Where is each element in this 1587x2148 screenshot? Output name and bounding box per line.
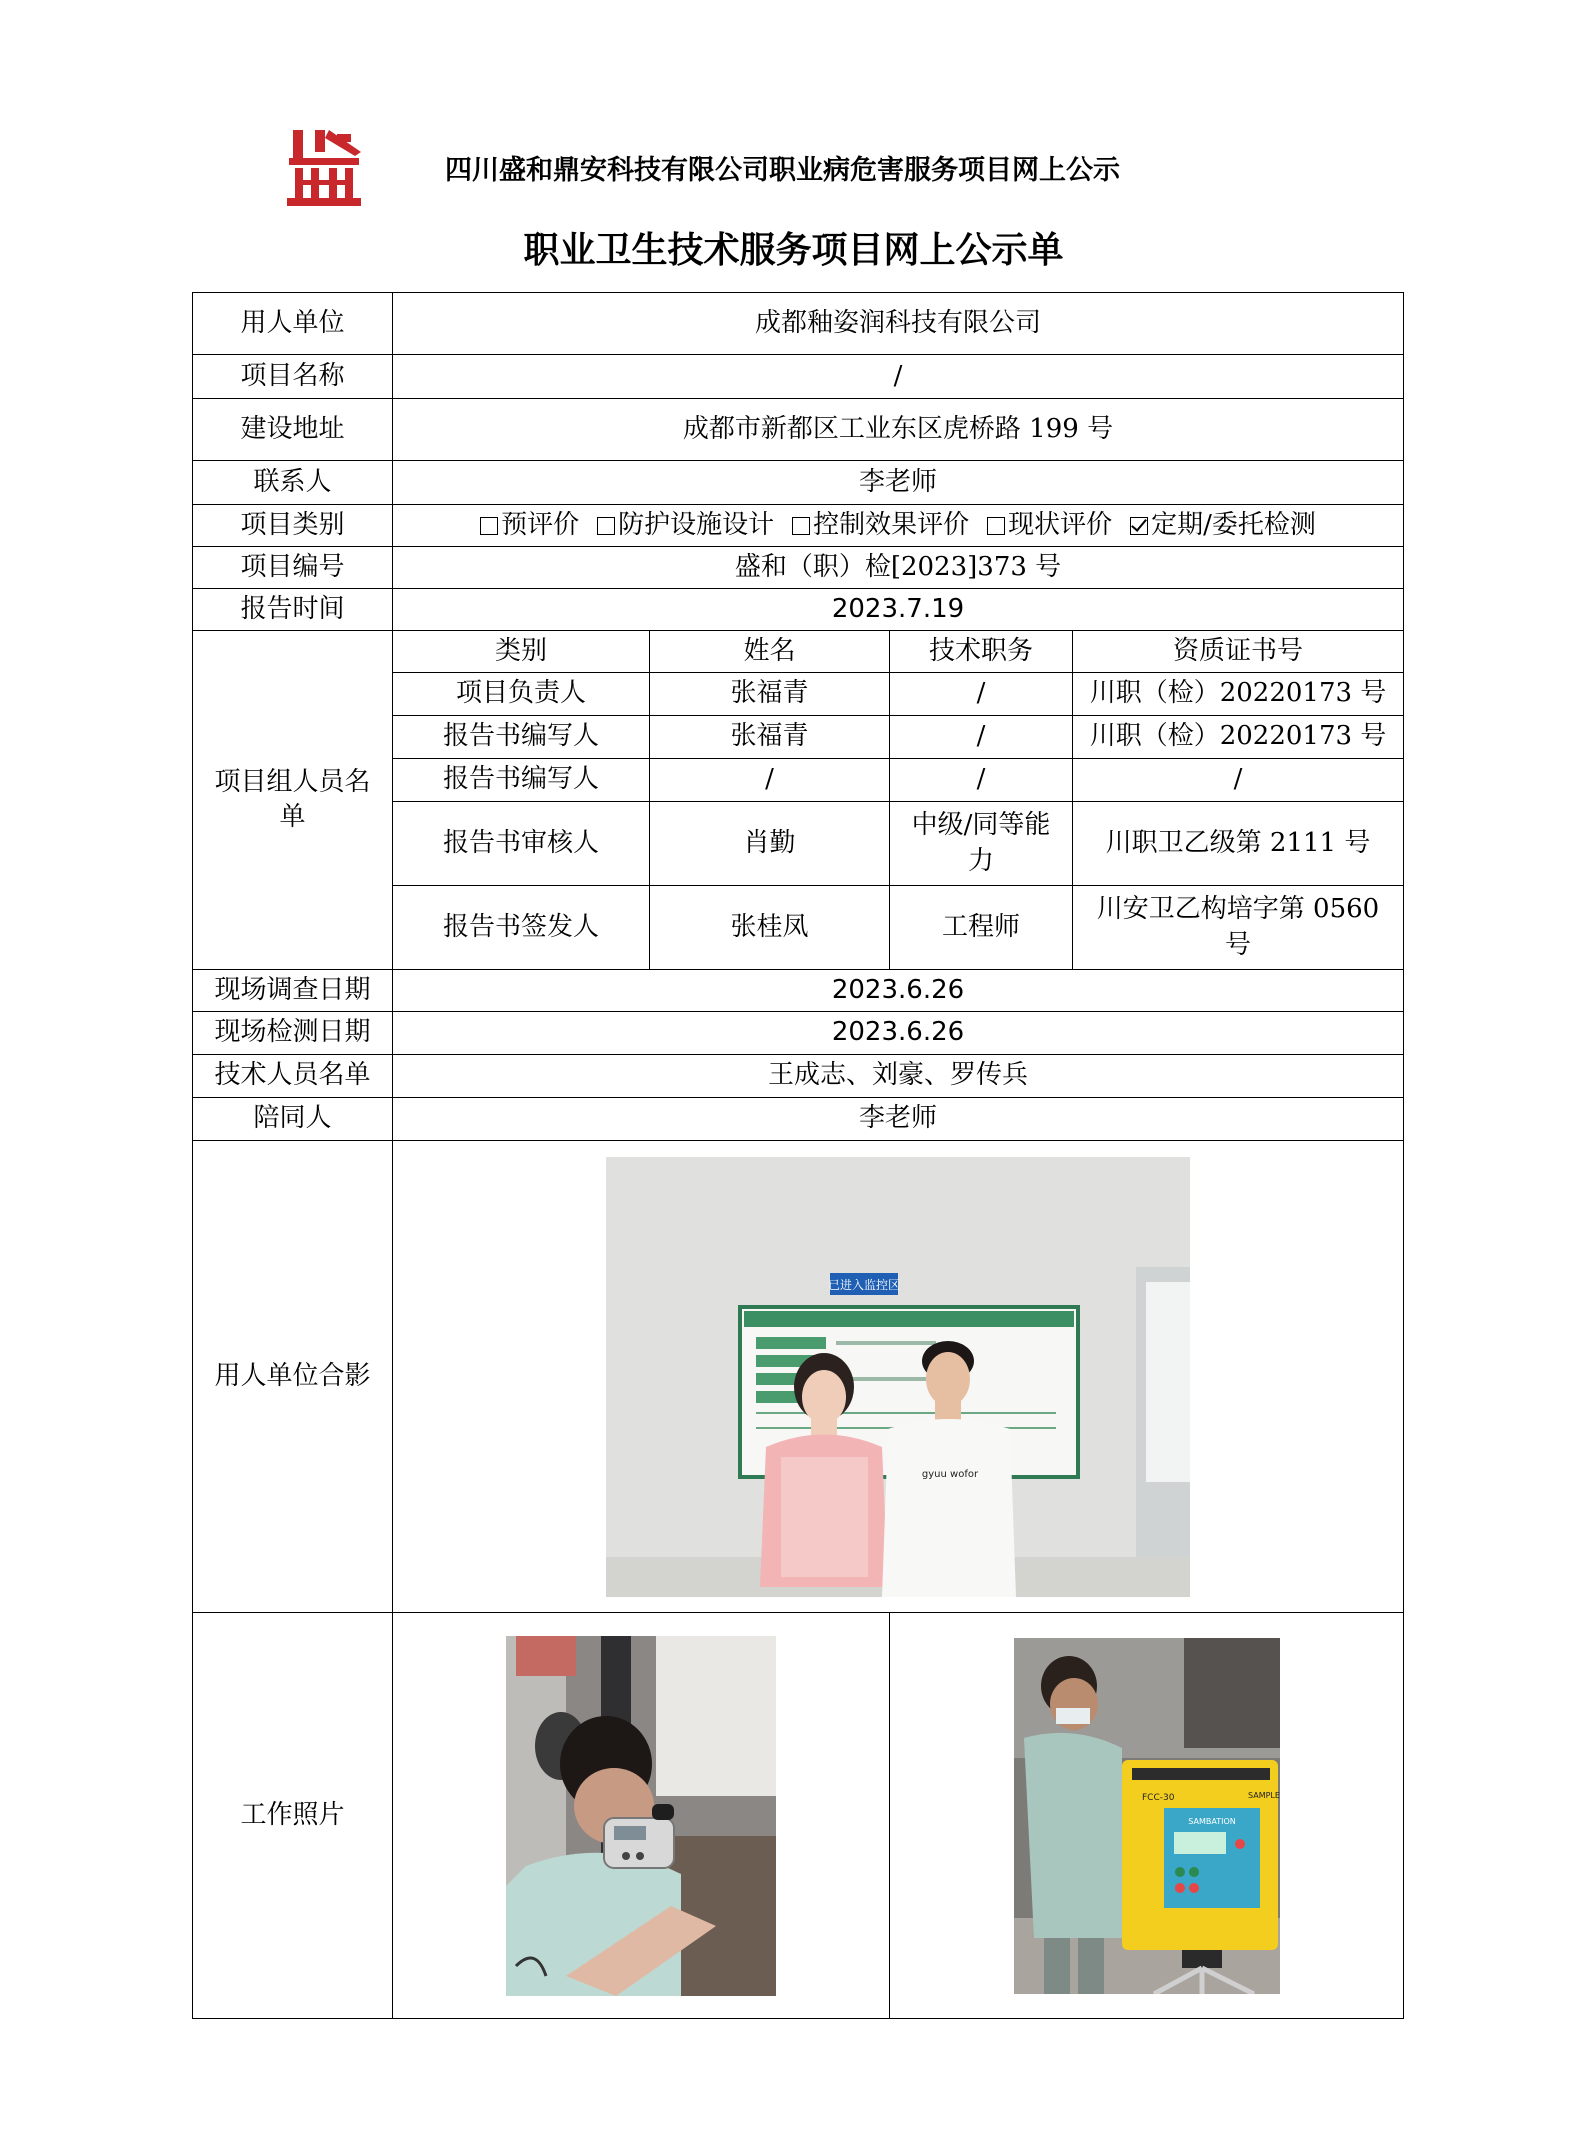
- survey-date-value: 2023.6.26: [393, 970, 1404, 1012]
- category-option[interactable]: 预评价: [480, 510, 579, 540]
- project-no-label: 项目编号: [193, 547, 393, 589]
- report-time-label: 报告时间: [193, 589, 393, 631]
- category-options: [393, 505, 1404, 547]
- address-value: 成都市新都区工业东区虎桥路 199 号: [393, 399, 1404, 461]
- device-brand-text: SAMPLE: [1247, 1790, 1280, 1800]
- team-col-header: 类别: [393, 631, 650, 673]
- row-tech-staff: [193, 1055, 1404, 1098]
- device-screen-brand-text: SAMBATION: [1187, 1816, 1236, 1826]
- member-name: /: [650, 759, 890, 802]
- employer-label: 用人单位: [193, 293, 393, 355]
- row-project-name: [193, 355, 1404, 399]
- row-work-photos: [193, 1613, 1404, 2019]
- member-cert: 川职卫乙级第 2111 号: [1073, 802, 1404, 886]
- row-employer: [193, 293, 1404, 355]
- checked-checkbox-icon: [1130, 517, 1148, 535]
- escort-label: 陪同人: [193, 1098, 393, 1141]
- work-photo-cell: [890, 1613, 1404, 2019]
- disclosure-table: [192, 292, 1404, 2019]
- checkbox-icon: [987, 517, 1005, 535]
- project-name-label: 项目名称: [193, 355, 393, 399]
- team-col-header: 技术职务: [890, 631, 1073, 673]
- test-date-label: 现场检测日期: [193, 1012, 393, 1055]
- project-name-value: /: [393, 355, 1404, 399]
- member-name: 张福青: [650, 716, 890, 759]
- group-photo-cell: [393, 1141, 1404, 1613]
- member-cert: /: [1073, 759, 1404, 802]
- escort-value: 李老师: [393, 1098, 1404, 1141]
- team-header-row: [193, 631, 1404, 673]
- survey-date-label: 现场调查日期: [193, 970, 393, 1012]
- checkbox-icon: [480, 517, 498, 535]
- project-no-value: 盛和（职）检[2023]373 号: [393, 547, 1404, 589]
- team-col-header: 资质证书号: [1073, 631, 1404, 673]
- device-model-text: FCC-30: [1141, 1792, 1174, 1803]
- row-project-no: [193, 547, 1404, 589]
- member-role: 报告书编写人: [393, 716, 650, 759]
- row-escort: [193, 1098, 1404, 1141]
- member-role: 报告书编写人: [393, 759, 650, 802]
- member-name: 张福青: [650, 673, 890, 716]
- address-label: 建设地址: [193, 399, 393, 461]
- category-option[interactable]: 现状评价: [987, 510, 1112, 540]
- group-photo-label: 用人单位合影: [193, 1141, 393, 1613]
- row-survey-date: [193, 970, 1404, 1012]
- member-title: /: [890, 673, 1073, 716]
- checkbox-icon: [792, 517, 810, 535]
- row-category: [193, 505, 1404, 547]
- team-label: 项目组人员名单: [193, 631, 393, 970]
- category-label: 项目类别: [193, 505, 393, 547]
- row-test-date: [193, 1012, 1404, 1055]
- category-option[interactable]: 定期/委托检测: [1130, 510, 1316, 540]
- member-cert: 川安卫乙构培字第 0560 号: [1073, 886, 1404, 970]
- row-contact: [193, 461, 1404, 505]
- row-address: [193, 399, 1404, 461]
- member-role: 报告书审核人: [393, 802, 650, 886]
- member-title: /: [890, 716, 1073, 759]
- group-photo-image: [606, 1157, 1190, 1597]
- member-title: 中级/同等能力: [890, 802, 1073, 886]
- member-name: 肖勤: [650, 802, 890, 886]
- report-time-value: 2023.7.19: [393, 589, 1404, 631]
- sign-badge-text: 已进入监控区: [827, 1277, 901, 1292]
- member-role: 报告书签发人: [393, 886, 650, 970]
- tech-staff-label: 技术人员名单: [193, 1055, 393, 1098]
- team-col-header: 姓名: [650, 631, 890, 673]
- row-group-photo: [193, 1141, 1404, 1613]
- member-title: 工程师: [890, 886, 1073, 970]
- member-role: 项目负责人: [393, 673, 650, 716]
- company-logo-icon: [285, 128, 363, 208]
- member-cert: 川职（检）20220173 号: [1073, 716, 1404, 759]
- member-name: 张桂凤: [650, 886, 890, 970]
- shirt-text: gyuu wofor: [921, 1468, 979, 1480]
- category-option[interactable]: 控制效果评价: [792, 510, 969, 540]
- employer-value: 成都釉姿润科技有限公司: [393, 293, 1404, 355]
- test-date-value: 2023.6.26: [393, 1012, 1404, 1055]
- category-option[interactable]: 防护设施设计: [597, 510, 774, 540]
- work-photo-cell: [393, 1613, 890, 2019]
- member-title: /: [890, 759, 1073, 802]
- work-photos-label: 工作照片: [193, 1613, 393, 2019]
- contact-label: 联系人: [193, 461, 393, 505]
- checkbox-icon: [597, 517, 615, 535]
- tech-staff-value: 王成志、刘豪、罗传兵: [393, 1055, 1404, 1098]
- org-header-line: 四川盛和鼎安科技有限公司职业病危害服务项目网上公示: [445, 155, 1120, 186]
- work-photo-noise-meter: [506, 1636, 776, 1996]
- document-title: 职业卫生技术服务项目网上公示单: [523, 230, 1064, 271]
- work-photo-dust-sampler: [1014, 1638, 1280, 1994]
- row-report-time: [193, 589, 1404, 631]
- contact-value: 李老师: [393, 461, 1404, 505]
- member-cert: 川职（检）20220173 号: [1073, 673, 1404, 716]
- header: [285, 128, 1385, 208]
